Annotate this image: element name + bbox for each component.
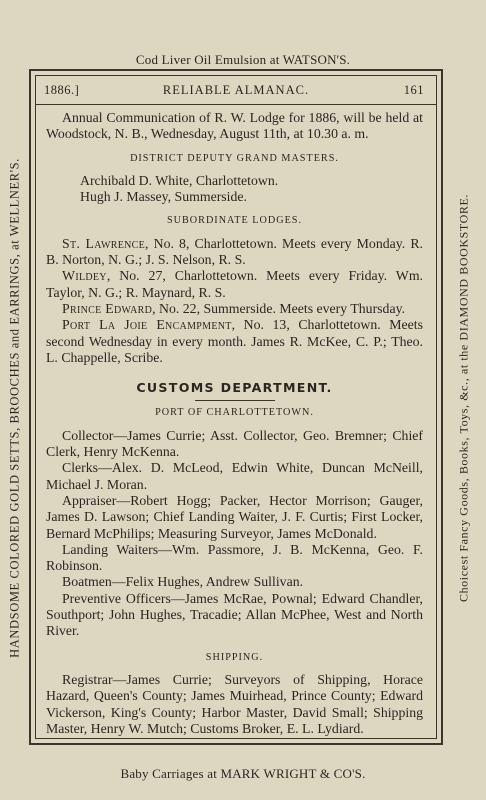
header-title: RELIABLE ALMANAC. [162, 83, 310, 97]
customs-paragraph: Boatmen—Felix Hughes, Andrew Sullivan. [62, 574, 304, 590]
page-number: 161 [403, 83, 424, 97]
lodge-entry [46, 268, 423, 301]
port-heading: PORT OF CHARLOTTETOWN. [155, 407, 314, 419]
bottom-advertisement: Baby Carriages at MARK WRIGHT & CO'S. [120, 766, 366, 781]
customs-paragraph: Preventive Officers—James McRae, Pownal; Edward Chandler, Southport; John Hughes, Tracadie; Allan McPhee, West and North River. [46, 590, 423, 639]
customs-paragraph: Appraiser—Robert Hogg; Packer, Hector Morrison; Gauger, James D. Lawson; Chief Landing Waiter, J. F. Curtis; First Locker, Bernard McPhilips; Measuring Surveyor, James McDonald. [46, 492, 423, 541]
page-body [46, 110, 423, 737]
intro-paragraph: Annual Communication of R. W. Lodge for 1886, will be held at Woodstock, N. B., Wednesday, August 11th, at 10.30 a. m. [46, 110, 423, 142]
top-advertisement: Cod Liver Oil Emulsion at WATSON'S. [135, 52, 351, 67]
customs-paragraph: Landing Waiters—Wm. Passmore, J. B. McKenna, Geo. F. Robinson. [46, 541, 423, 574]
lodge-details: , No. 27, Charlottetown. Meets every Friday. Wm. Taylor, N. G.; R. Maynard, R. S. [46, 268, 423, 300]
district-name: Archibald D. White, Charlottetown. [80, 172, 279, 188]
right-advertisement: Choicest Fancy Goods, Books, Toys, &c., at the DIAMOND BOOKSTORE. [456, 193, 471, 603]
lodge-details: , No. 22, Summerside. Meets every Thursday. [152, 300, 406, 316]
running-header [44, 83, 428, 103]
lodge-name: Port La Joie Encampment [62, 317, 232, 333]
shipping-paragraph: Registrar—James Currie; Surveyors of Shipping, Horace Hazard, Queen's County; James Muirhead, Prince County; Edward Vickerson, King's County; Harbor Master, David Small; Shipping Master, Henry W. Mutch; Customs Broker, E. L. Lydiard. [46, 671, 423, 736]
lodge-name: St. Lawrence [62, 235, 146, 251]
shipping-heading: SHIPPING. [205, 651, 264, 663]
lodge-entry [46, 317, 423, 366]
header-year: 1886.] [44, 83, 80, 97]
customs-heading: CUSTOMS DEPARTMENT. [136, 380, 333, 396]
subordinate-heading: SUBORDINATE LODGES. [166, 215, 303, 227]
district-name: Hugh J. Massey, Summerside. [80, 189, 247, 205]
district-heading: DISTRICT DEPUTY GRAND MASTERS. [130, 152, 339, 164]
lodge-name: Prince Edward [62, 300, 153, 316]
left-advertisement: HANDSOME COLORED GOLD SETTS, BROOCHES and EARRINGS, at WELLNER'S. [7, 158, 22, 658]
lodge-entry [46, 236, 423, 269]
lodge-name: Wildey [62, 268, 107, 284]
customs-rule [195, 400, 275, 401]
lodge-details: , No. 8, Charlottetown. Meets every Monday. R. B. Norton, N. G.; J. S. Nelson, R. S. [46, 235, 423, 268]
lodge-details: , No. 13, Charlottetown. Meets second Wednesday in every month. James R. McKee, C. P.; Theo. L. Chappelle, Scribe. [46, 317, 423, 365]
customs-paragraph: Clerks—Alex. D. McLeod, Edwin White, Duncan McNeill, Michael J. Moran. [46, 460, 423, 492]
customs-paragraph: Collector—James Currie; Asst. Collector, Geo. Bremner; Chief Clerk, Henry McKenna. [46, 427, 423, 460]
header-rule [36, 104, 436, 105]
lodge-entry [46, 301, 423, 317]
